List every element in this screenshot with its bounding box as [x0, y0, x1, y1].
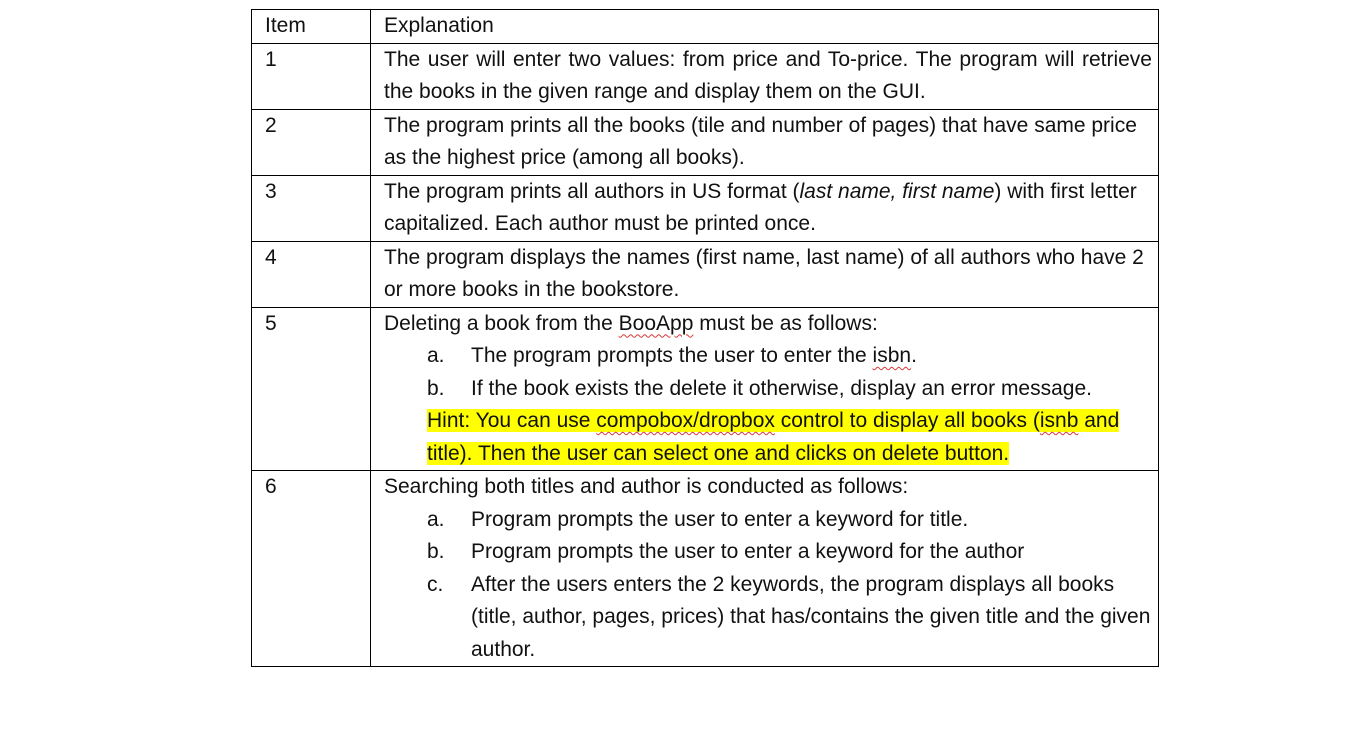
table-row	[252, 175, 1159, 241]
list-intro: Searching both titles and author is conducted as follows:	[384, 475, 909, 498]
list-marker: c.	[427, 572, 444, 596]
hint-text: Hint: You can use	[427, 409, 597, 432]
list-item-text: After the users enters the 2 keywords, the program displays all books (title, author, pages, prices) that has/contains the given title and the given author.	[471, 572, 1151, 661]
table-row	[252, 109, 1159, 175]
item-number: 4	[252, 241, 371, 307]
spellcheck-word: BooApp	[618, 311, 694, 335]
table-row	[252, 241, 1159, 307]
explanation-cell	[371, 175, 1159, 241]
list-item-text: Program prompts the user to enter a keyword for title.	[471, 507, 969, 531]
list-marker: b.	[427, 376, 445, 400]
intro-text: must be as follows:	[693, 311, 878, 335]
list-item	[384, 569, 1152, 667]
header-item: Item	[252, 10, 371, 44]
spellcheck-word: isnb	[1039, 409, 1079, 432]
explanation-cell	[371, 471, 1159, 667]
list-item	[384, 340, 1152, 373]
table-row	[252, 307, 1159, 471]
list-text: .	[911, 344, 917, 367]
spellcheck-word: isbn	[872, 344, 912, 367]
explanation-text: The program prints all the books (tile and number of pages) that have same price as the highest price (among all books).	[384, 113, 1137, 169]
table-row	[252, 471, 1159, 667]
explanation-cell	[371, 241, 1159, 307]
list-intro	[384, 308, 1152, 341]
spellcheck-word: compobox/dropbox	[596, 409, 775, 432]
table-header-row	[252, 10, 1159, 44]
table-row	[252, 43, 1159, 109]
item-number: 3	[252, 175, 371, 241]
list-item-text	[471, 340, 1152, 373]
list-item	[384, 373, 1152, 406]
explanation-cell	[371, 109, 1159, 175]
list-marker: a.	[427, 507, 445, 531]
explanation-text: The program prints all authors in US format (	[384, 179, 800, 203]
explanation-text: The user will enter two values: from price and To-price. The program will retrieve the books in the given range and display them on the GUI.	[384, 47, 1152, 103]
item-number: 2	[252, 109, 371, 175]
intro-text: Deleting a book from the	[384, 311, 619, 335]
header-explanation: Explanation	[371, 10, 1159, 44]
hint-text: control to display all books (	[774, 409, 1040, 432]
explanation-cell	[371, 43, 1159, 109]
item-number: 1	[252, 43, 371, 109]
list-text: The program prompts the user to enter the	[471, 344, 873, 367]
explanation-text: The program displays the names (first name, last name) of all authors who have 2 or more books in the bookstore.	[384, 245, 1144, 301]
explanation-table	[251, 9, 1159, 667]
item-number: 5	[252, 307, 371, 471]
list-marker: b.	[427, 540, 445, 563]
explanation-cell	[371, 307, 1159, 471]
explanation-text: ) with first letter capitalized. Each author must be printed once.	[384, 179, 1137, 235]
format-italic-text: last name, first name	[799, 179, 995, 203]
hint-text: and title). Then the user can select one and clicks on delete button.	[427, 409, 1120, 465]
hint-block	[427, 405, 1152, 470]
list-item	[384, 536, 1152, 569]
list-marker: a.	[427, 344, 445, 367]
list-item-text: If the book exists the delete it otherwise, display an error message.	[471, 376, 1092, 400]
item-number: 6	[252, 471, 371, 667]
list-item-text: Program prompts the user to enter a keyword for the author	[471, 540, 1025, 563]
list-item	[384, 504, 1152, 537]
